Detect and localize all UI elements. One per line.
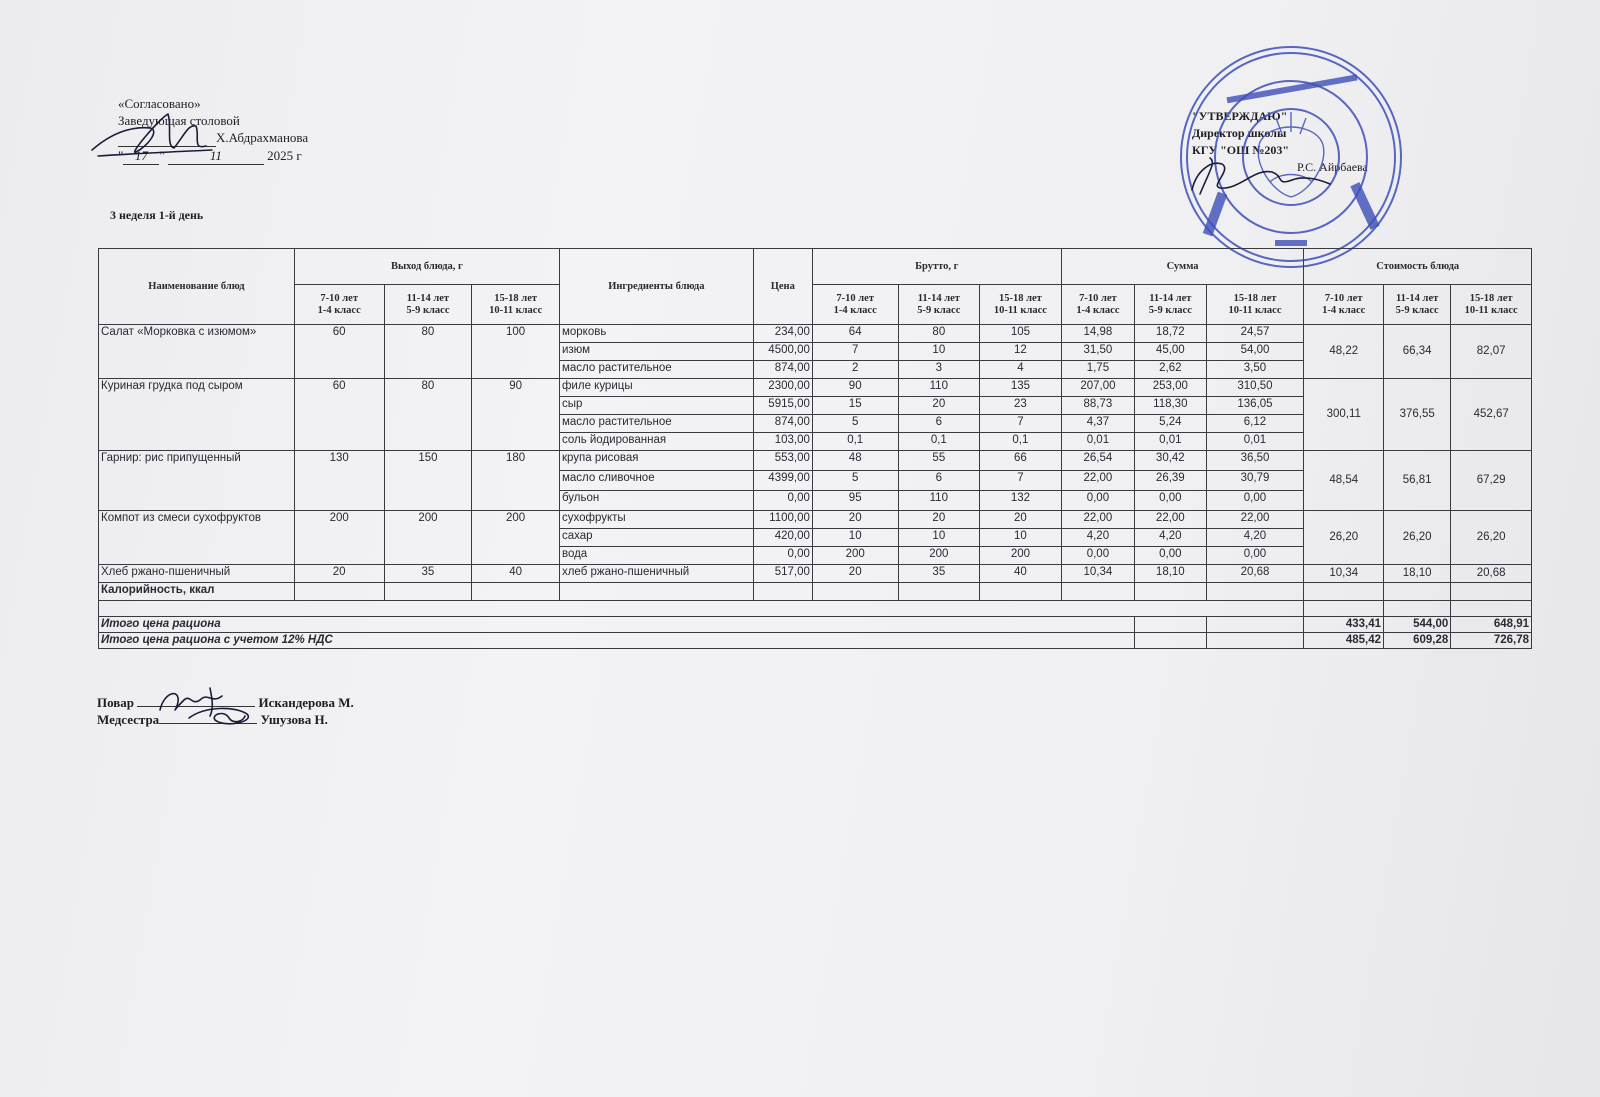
sum-cell: 0,00	[1206, 491, 1304, 511]
header-cost-group-1	[1304, 285, 1384, 325]
class-label: 10-11 класс	[1464, 304, 1518, 316]
sum-cell: 0,01	[1061, 433, 1134, 451]
sum-cell: 30,42	[1135, 451, 1206, 471]
dish-output-cell: 130	[294, 451, 384, 511]
ingredient-name-cell: изюм	[559, 343, 753, 361]
empty-cell	[1451, 583, 1532, 601]
dish-output-cell: 60	[294, 325, 384, 379]
ingredient-name-cell: сахар	[559, 529, 753, 547]
sum-cell: 0,00	[1061, 547, 1134, 565]
ingredient-price-cell: 420,00	[753, 529, 812, 547]
empty-cell	[1135, 617, 1206, 633]
class-label: 5-9 класс	[1148, 304, 1192, 316]
sum-cell: 0,01	[1135, 433, 1206, 451]
header-sum: Сумма	[1061, 249, 1304, 285]
dish-cost-cell: 452,67	[1451, 379, 1532, 451]
ingredient-name-cell: масло растительное	[559, 415, 753, 433]
nurse-label: Медсестра	[97, 712, 160, 727]
header-brutto: Брутто, г	[812, 249, 1061, 285]
brutto-cell: 132	[980, 491, 1062, 511]
sum-cell: 0,00	[1135, 547, 1206, 565]
approval-name: Х.Абдрахманова	[216, 130, 309, 145]
approval-date-month: 11	[168, 147, 264, 165]
brutto-cell: 6	[898, 415, 980, 433]
empty-cell	[1384, 583, 1451, 601]
empty-cell	[472, 583, 560, 601]
sum-cell: 54,00	[1206, 343, 1304, 361]
empty-cell	[980, 583, 1062, 601]
brutto-cell: 95	[812, 491, 898, 511]
class-label: 1-4 класс	[1076, 304, 1120, 316]
sum-cell: 0,00	[1135, 491, 1206, 511]
sum-cell: 22,00	[1061, 471, 1134, 491]
brutto-cell: 10	[898, 529, 980, 547]
sum-cell: 22,00	[1135, 511, 1206, 529]
age-label: 11-14 лет	[1396, 292, 1439, 304]
class-label: 10-11 класс	[993, 304, 1047, 316]
signature-nurse	[185, 702, 265, 732]
age-label: 7-10 лет	[1079, 292, 1117, 304]
sum-cell: 0,00	[1206, 547, 1304, 565]
sum-cell: 3,50	[1206, 361, 1304, 379]
brutto-cell: 64	[812, 325, 898, 343]
ingredient-name-cell: филе курицы	[559, 379, 753, 397]
dish-output-cell: 180	[472, 451, 560, 511]
header-cost: Стоимость блюда	[1304, 249, 1532, 285]
sum-cell: 22,00	[1061, 511, 1134, 529]
age-label: 11-14 лет	[917, 292, 960, 304]
approval-date-day: 17	[123, 147, 159, 165]
nurse-name: Ушузова Н.	[260, 712, 328, 727]
sum-cell: 26,39	[1135, 471, 1206, 491]
dish-output-cell: 200	[384, 511, 472, 565]
ingredient-name-cell: масло растительное	[559, 361, 753, 379]
brutto-cell: 23	[980, 397, 1062, 415]
empty-cell	[1304, 601, 1384, 617]
brutto-cell: 20	[812, 511, 898, 529]
header-output: Выход блюда, г	[294, 249, 559, 285]
age-label: 15-18 лет	[998, 292, 1042, 304]
brutto-cell: 7	[980, 471, 1062, 491]
brutto-cell: 200	[898, 547, 980, 565]
age-label: 15-18 лет	[1469, 292, 1513, 304]
empty-cell	[1135, 583, 1206, 601]
dish-output-cell: 200	[294, 511, 384, 565]
empty-cell	[384, 583, 472, 601]
empty-cell	[1451, 601, 1532, 617]
ingredient-price-cell: 0,00	[753, 547, 812, 565]
ingredient-name-cell: морковь	[559, 325, 753, 343]
brutto-cell: 40	[980, 565, 1062, 583]
sum-cell: 0,01	[1206, 433, 1304, 451]
header-sum-group-3	[1206, 285, 1304, 325]
class-label: 5-9 класс	[917, 304, 961, 316]
brutto-cell: 110	[898, 379, 980, 397]
ingredient-name-cell: соль йодированная	[559, 433, 753, 451]
total-row-value: 433,41	[1304, 617, 1384, 633]
brutto-cell: 55	[898, 451, 980, 471]
table-body	[99, 325, 1532, 649]
dish-cost-cell: 300,11	[1304, 379, 1384, 451]
cook-label: Повар	[97, 695, 135, 710]
week-day-label: 3 неделя 1-й день	[110, 208, 204, 222]
total-vat-row-label: Итого цена рациона с учетом 12% НДС	[99, 633, 1135, 649]
empty-cell	[753, 583, 812, 601]
dish-name-cell: Куриная грудка под сыром	[99, 379, 295, 451]
total-vat-row-value: 726,78	[1451, 633, 1532, 649]
header-cost-group-2	[1384, 285, 1451, 325]
approve-name: Р.С. Айрбаева	[1297, 160, 1368, 174]
table-row	[99, 565, 1532, 583]
age-label: 7-10 лет	[1324, 292, 1363, 304]
signature-left	[88, 106, 218, 166]
dish-cost-cell: 20,68	[1451, 565, 1532, 583]
brutto-cell: 7	[980, 415, 1062, 433]
sum-cell: 118,30	[1135, 397, 1206, 415]
brutto-cell: 35	[898, 565, 980, 583]
class-label: 5-9 класс	[1395, 304, 1439, 316]
total-row-value: 544,00	[1384, 617, 1451, 633]
brutto-cell: 12	[980, 343, 1062, 361]
header-price: Цена	[753, 249, 812, 325]
dish-cost-cell: 376,55	[1384, 379, 1451, 451]
dish-output-cell: 35	[384, 565, 472, 583]
brutto-cell: 66	[980, 451, 1062, 471]
class-label: 10-11 класс	[489, 304, 543, 316]
header-output-group-3	[472, 285, 560, 325]
brutto-cell: 90	[812, 379, 898, 397]
brutto-cell: 135	[980, 379, 1062, 397]
brutto-cell: 10	[812, 529, 898, 547]
brutto-cell: 48	[812, 451, 898, 471]
class-label: 1-4 класс	[833, 304, 877, 316]
sum-cell: 10,34	[1061, 565, 1134, 583]
sum-cell: 6,12	[1206, 415, 1304, 433]
empty-cell	[1206, 633, 1304, 649]
sum-cell: 14,98	[1061, 325, 1134, 343]
sum-cell: 136,05	[1206, 397, 1304, 415]
spacer-row	[99, 601, 1532, 617]
brutto-cell: 10	[980, 529, 1062, 547]
empty-cell	[898, 583, 980, 601]
sum-cell: 4,37	[1061, 415, 1134, 433]
age-label: 15-18 лет	[1233, 292, 1277, 304]
dish-cost-cell: 26,20	[1451, 511, 1532, 565]
sum-cell: 0,00	[1061, 491, 1134, 511]
table-row	[99, 451, 1532, 471]
dish-output-cell: 80	[384, 379, 472, 451]
ingredient-price-cell: 2300,00	[753, 379, 812, 397]
ingredient-price-cell: 234,00	[753, 325, 812, 343]
calories-row	[99, 583, 1532, 601]
brutto-cell: 0,1	[812, 433, 898, 451]
ingredient-name-cell: сыр	[559, 397, 753, 415]
header-cost-group-3	[1451, 285, 1532, 325]
header-brutto-group-3	[980, 285, 1062, 325]
cook-name: Искандерова М.	[258, 695, 354, 710]
sum-cell: 4,20	[1061, 529, 1134, 547]
dish-cost-cell: 26,20	[1304, 511, 1384, 565]
empty-cell	[294, 583, 384, 601]
sum-cell: 26,54	[1061, 451, 1134, 471]
ingredient-price-cell: 1100,00	[753, 511, 812, 529]
class-label: 1-4 класс	[1322, 304, 1366, 316]
age-label: 15-18 лет	[494, 292, 538, 304]
ingredient-price-cell: 0,00	[753, 491, 812, 511]
header-ingredients: Ингредиенты блюда	[559, 249, 753, 325]
brutto-cell: 2	[812, 361, 898, 379]
ingredient-price-cell: 874,00	[753, 361, 812, 379]
brutto-cell: 80	[898, 325, 980, 343]
dish-output-cell: 90	[472, 379, 560, 451]
dish-cost-cell: 67,29	[1451, 451, 1532, 511]
brutto-cell: 200	[980, 547, 1062, 565]
dish-cost-cell: 82,07	[1451, 325, 1532, 379]
ingredient-name-cell: сухофрукты	[559, 511, 753, 529]
brutto-cell: 3	[898, 361, 980, 379]
ingredient-price-cell: 5915,00	[753, 397, 812, 415]
total-row	[99, 617, 1532, 633]
brutto-cell: 15	[812, 397, 898, 415]
total-vat-row-value: 609,28	[1384, 633, 1451, 649]
brutto-cell: 110	[898, 491, 980, 511]
empty-cell	[1061, 583, 1134, 601]
empty-cell	[99, 601, 1304, 617]
sum-cell: 4,20	[1135, 529, 1206, 547]
sum-cell: 18,10	[1135, 565, 1206, 583]
sum-cell: 45,00	[1135, 343, 1206, 361]
brutto-cell: 7	[812, 343, 898, 361]
class-label: 10-11 класс	[1228, 304, 1282, 316]
table-row	[99, 379, 1532, 397]
dish-cost-cell: 10,34	[1304, 565, 1384, 583]
dish-cost-cell: 48,22	[1304, 325, 1384, 379]
dish-name-cell: Компот из смеси сухофруктов	[99, 511, 295, 565]
age-label: 11-14 лет	[1149, 292, 1192, 304]
sum-cell: 22,00	[1206, 511, 1304, 529]
dish-cost-cell: 56,81	[1384, 451, 1451, 511]
sum-cell: 36,50	[1206, 451, 1304, 471]
class-label: 5-9 класс	[406, 304, 450, 316]
brutto-cell: 200	[812, 547, 898, 565]
sum-cell: 5,24	[1135, 415, 1206, 433]
brutto-cell: 10	[898, 343, 980, 361]
sum-cell: 310,50	[1206, 379, 1304, 397]
table-row	[99, 511, 1532, 529]
sum-cell: 88,73	[1061, 397, 1134, 415]
empty-cell	[559, 583, 753, 601]
brutto-cell: 20	[812, 565, 898, 583]
empty-cell	[1304, 583, 1384, 601]
ingredient-price-cell: 4399,00	[753, 471, 812, 491]
brutto-cell: 6	[898, 471, 980, 491]
dish-output-cell: 150	[384, 451, 472, 511]
ingredient-price-cell: 553,00	[753, 451, 812, 471]
total-row-label: Итого цена рациона	[99, 617, 1135, 633]
sum-cell: 20,68	[1206, 565, 1304, 583]
menu-table	[98, 248, 1532, 649]
age-label: 7-10 лет	[320, 292, 358, 304]
total-row-value: 648,91	[1451, 617, 1532, 633]
table-header	[99, 249, 1532, 325]
approve-position: Директор школы	[1192, 126, 1287, 140]
dish-cost-cell: 48,54	[1304, 451, 1384, 511]
header-brutto-group-2	[898, 285, 980, 325]
ingredient-price-cell: 103,00	[753, 433, 812, 451]
dish-output-cell: 200	[472, 511, 560, 565]
empty-cell	[1206, 583, 1304, 601]
ingredient-price-cell: 517,00	[753, 565, 812, 583]
approve-title: "УТВЕРЖДАЮ"	[1192, 109, 1288, 123]
ingredient-name-cell: хлеб ржано-пшеничный	[559, 565, 753, 583]
header-age-row	[99, 285, 1532, 325]
class-label: 1-4 класс	[317, 304, 361, 316]
dish-name-cell: Хлеб ржано-пшеничный	[99, 565, 295, 583]
sum-cell: 2,62	[1135, 361, 1206, 379]
brutto-cell: 20	[980, 511, 1062, 529]
approval-position: Заведующая столовой	[118, 113, 240, 128]
dish-output-cell: 100	[472, 325, 560, 379]
brutto-cell: 20	[898, 397, 980, 415]
approval-date: " 17 " 11 2025 г	[118, 148, 302, 163]
header-output-group-1	[294, 285, 384, 325]
sum-cell: 31,50	[1061, 343, 1134, 361]
header-brutto-group-1	[812, 285, 898, 325]
ingredient-price-cell: 874,00	[753, 415, 812, 433]
approve-org: КГУ "ОШ №203"	[1192, 143, 1290, 157]
calories-label: Калорийность, ккал	[99, 583, 295, 601]
signature-right	[1180, 150, 1340, 206]
approval-title: «Согласовано»	[118, 96, 201, 111]
age-label: 11-14 лет	[406, 292, 450, 304]
total-vat-row	[99, 633, 1532, 649]
empty-cell	[1135, 633, 1206, 649]
brutto-cell: 4	[980, 361, 1062, 379]
sum-cell: 207,00	[1061, 379, 1134, 397]
sum-cell: 253,00	[1135, 379, 1206, 397]
ingredient-name-cell: масло сливочное	[559, 471, 753, 491]
sum-cell: 24,57	[1206, 325, 1304, 343]
approval-date-year: 2025 г	[267, 148, 302, 163]
dish-cost-cell: 26,20	[1384, 511, 1451, 565]
dish-output-cell: 60	[294, 379, 384, 451]
header-dish: Наименование блюд	[99, 249, 295, 325]
ingredient-name-cell: вода	[559, 547, 753, 565]
sum-cell: 18,72	[1135, 325, 1206, 343]
brutto-cell: 5	[812, 471, 898, 491]
empty-cell	[812, 583, 898, 601]
sum-cell: 30,79	[1206, 471, 1304, 491]
brutto-cell: 5	[812, 415, 898, 433]
empty-cell	[1384, 601, 1451, 617]
dish-cost-cell: 66,34	[1384, 325, 1451, 379]
dish-output-cell: 40	[472, 565, 560, 583]
total-vat-row-value: 485,42	[1304, 633, 1384, 649]
header-sum-group-2	[1135, 285, 1206, 325]
ingredient-price-cell: 4500,00	[753, 343, 812, 361]
brutto-cell: 20	[898, 511, 980, 529]
table-row	[99, 325, 1532, 343]
brutto-cell: 0,1	[898, 433, 980, 451]
header-output-group-2	[384, 285, 472, 325]
dish-output-cell: 80	[384, 325, 472, 379]
header-sum-group-1	[1061, 285, 1134, 325]
dish-name-cell: Салат «Морковка с изюмом»	[99, 325, 295, 379]
ingredient-name-cell: бульон	[559, 491, 753, 511]
sum-cell: 1,75	[1061, 361, 1134, 379]
dish-name-cell: Гарнир: рис припущенный	[99, 451, 295, 511]
brutto-cell: 0,1	[980, 433, 1062, 451]
dish-output-cell: 20	[294, 565, 384, 583]
ingredient-name-cell: крупа рисовая	[559, 451, 753, 471]
dish-cost-cell: 18,10	[1384, 565, 1451, 583]
sum-cell: 4,20	[1206, 529, 1304, 547]
age-label: 7-10 лет	[836, 292, 874, 304]
empty-cell	[1206, 617, 1304, 633]
brutto-cell: 105	[980, 325, 1062, 343]
